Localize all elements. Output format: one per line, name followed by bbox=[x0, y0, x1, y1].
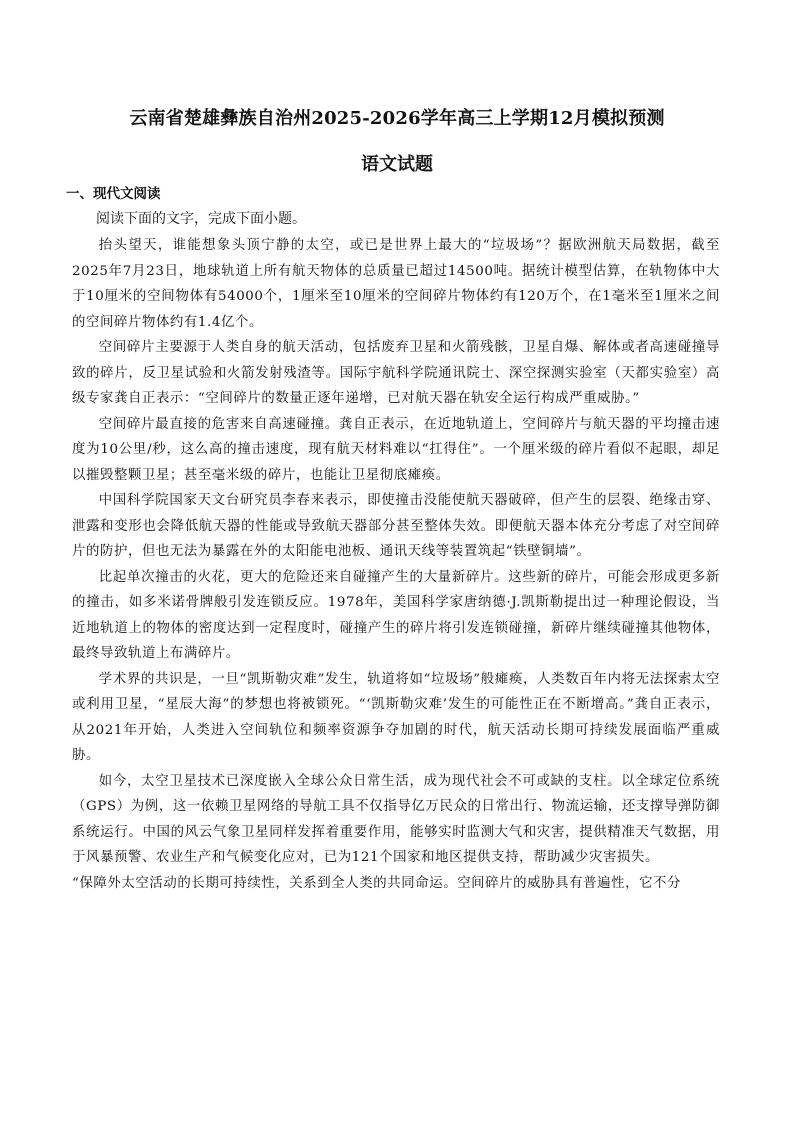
passage-paragraph: 空间碎片主要源于人类自身的航天活动，包括废弃卫星和火箭残骸，卫星自爆、解体或者高速碰撞导致的碎片，反卫星试验和火箭发射残渣等。国际宇航科学院通讯院士、深空探测实验室（天都实验室）高级专家龚自正表示：“空间碎片的数量正逐年递增，已对航天器在轨安全运行构成严重威胁。” bbox=[72, 340, 720, 406]
passage-paragraph: 抬头望天，谁能想象头顶宁静的太空，或已是世界上最大的“垃圾场”？据欧洲航天局数据，截至2025年7月23日，地球轨道上所有航天物体的总质量已超过14500吨。据统计模型估算，在轨物体中大于10厘米的空间物体有54000个，1厘米至10厘米的空间碎片物体约有120万个，在1毫米至1厘米之间的空间碎片物体约有1.4亿个。 bbox=[72, 238, 720, 330]
document-title: 云南省楚雄彝族自治州2025-2026学年高三上学期12月模拟预测 bbox=[129, 108, 665, 129]
reading-passage bbox=[72, 233, 720, 896]
passage-paragraph: 学术界的共识是，一旦“凯斯勒灾难”发生，轨道将如“垃圾场”般瘫痪，人类数百年内将无法探索太空或利用卫星，“星辰大海”的梦想也将被锁死。“‘凯斯勒灾难’发生的可能性正在不断增高。”龚自正表示，从2021年开始，人类进入空间轨位和频率资源争夺加剧的时代，航天活动长期可持续发展面临严重威胁。 bbox=[72, 671, 720, 763]
passage-paragraph: 如今，太空卫星技术已深度嵌入全球公众日常生活，成为现代社会不可或缺的支柱。以全球定位系统（GPS）为例，这一依赖卫星网络的导航工具不仅指导亿万民众的日常出行、物流运输，还支撑导弹防御系统运行。中国的风云气象卫星同样发挥着重要作用，能够实时监测大气和灾害，提供精准天气数据，用于风暴预警、农业生产和气候变化应对，已为121个国家和地区提供支持，帮助减少灾害损失。 bbox=[72, 773, 720, 865]
section-heading: 一、现代文阅读 bbox=[66, 186, 161, 202]
passage-paragraph: “保障外太空活动的长期可持续性，关系到全人类的共同命运。空间碎片的威胁具有普遍性，它不分 bbox=[72, 875, 682, 891]
reading-instruction: 阅读下面的文字，完成下面小题。 bbox=[96, 211, 306, 227]
passage-paragraph: 中国科学院国家天文台研究员李春来表示，即使撞击没能使航天器破碎，但产生的层裂、绝缘击穿、泄露和变形也会降低航天器的性能或导致航天器部分甚至整体失效。即便航天器本体充分考虑了对空间碎片的防护，但也无法为暴露在外的太阳能电池板、通讯天线等装置筑起“铁壁铜墙”。 bbox=[72, 493, 720, 559]
passage-paragraph: 比起单次撞击的火花，更大的危险还来自碰撞产生的大量新碎片。这些新的碎片，可能会形成更多新的撞击，如多米诺骨牌般引发连锁反应。1978年，美国科学家唐纳德·J.凯斯勒提出过一种理论假设，当近地轨道上的物体的密度达到一定程度时，碰撞产生的碎片将引发连锁碰撞，新碎片继续碰撞其他物体，最终导致轨道上布满碎片。 bbox=[72, 569, 720, 661]
document-subtitle: 语文试题 bbox=[361, 154, 433, 175]
passage-paragraph: 空间碎片最直接的危害来自高速碰撞。龚自正表示，在近地轨道上，空间碎片与航天器的平均撞击速度为10公里/秒，这么高的撞击速度，现有航天材料难以“扛得住”。一个厘米级的碎片看似不起眼，却足以摧毁整颗卫星；甚至毫米级的碎片，也能让卫星彻底瘫痪。 bbox=[72, 416, 720, 483]
